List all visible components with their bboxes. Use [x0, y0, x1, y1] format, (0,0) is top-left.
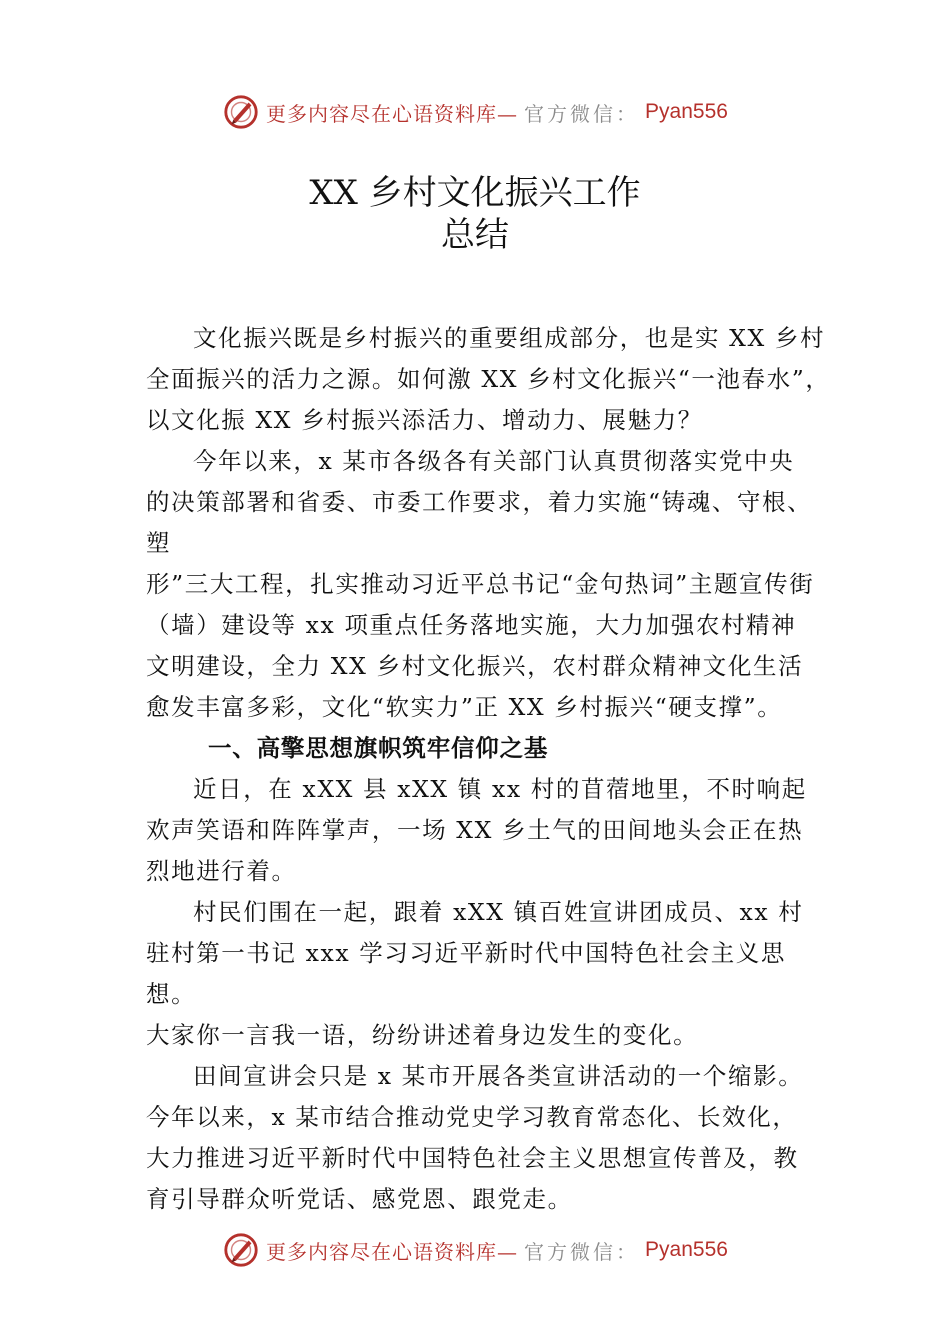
section-paragraph-2 — [146, 892, 836, 1056]
line: 形”三大工程，扎实推动习近平总书记“金句热词”主题宣传街 — [146, 570, 815, 598]
document-title — [0, 172, 950, 256]
line: 的决策部署和省委、市委工作要求，着力实施“铸魂、守根、塑 — [146, 488, 813, 557]
line: 大力推进习近平新时代中国特色社会主义思想宣传普及，教 — [146, 1144, 799, 1172]
section-heading: 一、高擎思想旗帜筑牢信仰之基 — [208, 734, 549, 762]
watermark-banner-bottom — [0, 1230, 950, 1270]
line: 今年以来，x 某市结合推动党史学习教育常态化、长效化， — [146, 1103, 798, 1131]
title-line-2: 总结 — [441, 215, 509, 255]
pen-circle-logo-icon — [222, 93, 260, 131]
watermark-wechat-label: 官方微信： — [524, 101, 640, 126]
line: 文化振兴既是乡村振兴的重要组成部分，也是实 XX 乡村 — [193, 324, 826, 352]
line: 近日，在 xXX 县 xXX 镇 xx 村的苜蓿地里，不时响起 — [193, 775, 807, 803]
line: 驻村第一书记 xxx 学习习近平新时代中国特色社会主义思想。 — [146, 939, 786, 1008]
document-body — [146, 318, 836, 1220]
line: 全面振兴的活力之源。如何激 XX 乡村文化振兴“一池春水”， — [146, 365, 831, 393]
line: 文明建设，全力 XX 乡村文化振兴，农村群众精神文化生活 — [146, 652, 804, 680]
line: 欢声笑语和阵阵掌声，一场 XX 乡土气的田间地头会正在热 — [146, 816, 804, 844]
watermark-wechat-id: Pyan556 — [645, 100, 728, 123]
line: 烈地进行着。 — [146, 857, 297, 885]
title-line-1: XX 乡村文化振兴工作 — [309, 173, 641, 213]
section-paragraph-3 — [146, 1056, 836, 1220]
section-paragraph-1 — [146, 769, 836, 892]
watermark-text: 更多内容尽在心语资料库— — [266, 101, 519, 126]
line: 育引导群众听党话、感党恩、跟党走。 — [146, 1185, 573, 1213]
pen-circle-logo-icon — [222, 1231, 260, 1269]
line: 村民们围在一起，跟着 xXX 镇百姓宣讲团成员、xx 村 — [193, 898, 804, 926]
paragraph-2 — [146, 441, 836, 728]
paragraph-1 — [146, 318, 836, 441]
watermark-banner-top — [0, 92, 950, 132]
line: （墙）建设等 xx 项重点任务落地实施，大力加强农村精神 — [146, 611, 797, 639]
line: 田间宣讲会只是 x 某市开展各类宣讲活动的一个缩影。 — [193, 1062, 804, 1090]
watermark-text: 更多内容尽在心语资料库— — [266, 1239, 519, 1264]
watermark-wechat-label: 官方微信： — [524, 1239, 640, 1264]
line: 今年以来，x 某市各级各有关部门认真贯彻落实党中央 — [193, 447, 795, 475]
line: 大家你一言我一语，纷纷讲述着身边发生的变化。 — [146, 1021, 699, 1049]
watermark-wechat-id: Pyan556 — [645, 1238, 728, 1261]
line: 以文化振 XX 乡村振兴添活力、增动力、展魅力？ — [146, 406, 703, 434]
line: 愈发丰富多彩，文化“软实力”正 XX 乡村振兴“硬支撑”。 — [146, 693, 783, 721]
